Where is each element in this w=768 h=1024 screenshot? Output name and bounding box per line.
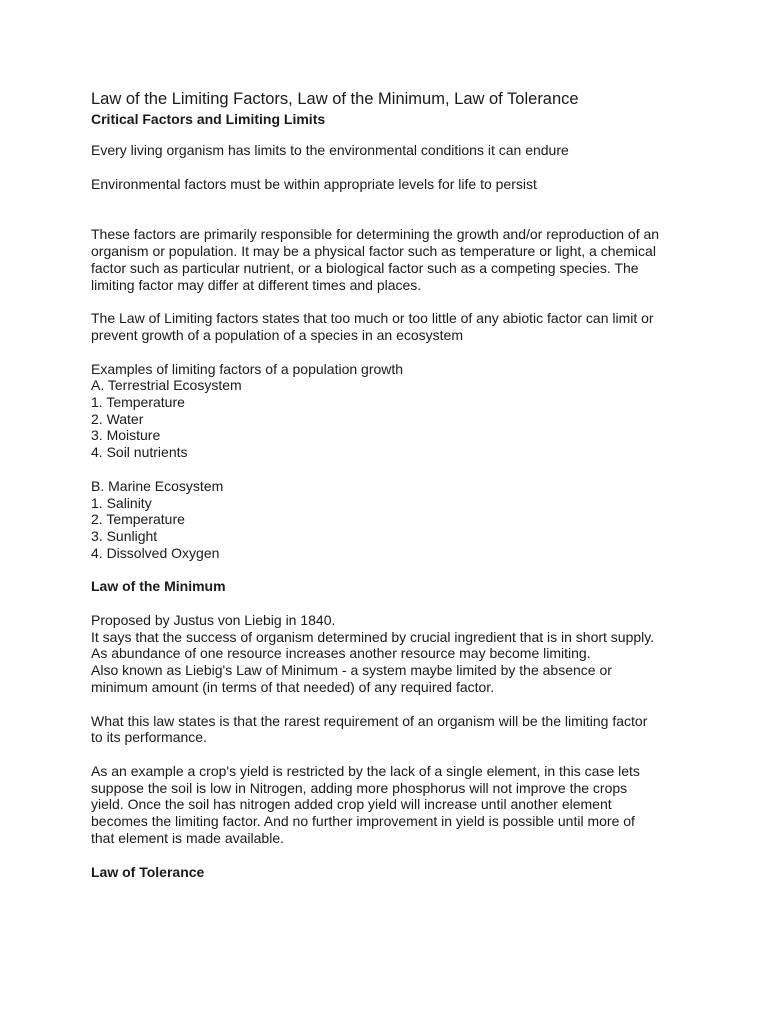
text-line: What this law states is that the rarest requirement of an organism will be the limiting factor <box>91 712 648 729</box>
text-line: As abundance of one resource increases another resource may become limiting. <box>91 645 591 662</box>
tolerance-heading: Law of Tolerance <box>91 863 205 880</box>
list-item: 2. Temperature <box>91 511 185 528</box>
examples-heading: Examples of limiting factors of a population growth <box>91 360 404 377</box>
intro-limits: Every living organism has limits to the environmental conditions it can endure <box>91 142 569 158</box>
page-title: Law of the Limiting Factors, Law of the Minimum, Law of Tolerance <box>91 90 579 108</box>
text-line: Proposed by Justus von Liebig in 1840. <box>91 612 336 629</box>
list-item: 1. Temperature <box>91 394 185 411</box>
text-line: to its performance. <box>91 729 207 746</box>
marine-list <box>91 478 691 562</box>
minimum-heading: Law of the Minimum <box>91 578 226 595</box>
list-item: 4. Dissolved Oxygen <box>91 544 220 561</box>
list-item: 1. Salinity <box>91 494 152 511</box>
text-line: organism or population. It may be a physical factor such as temperature or light, a chemical <box>91 243 656 260</box>
text-line: factor such as particular nutrient, or a biological factor such as a competing species. The <box>91 259 639 276</box>
text-line: limiting factor may differ at different times and places. <box>91 276 422 293</box>
list-item: 2. Water <box>91 410 144 427</box>
text-line: becomes the limiting factor. And no further improvement in yield is possible until more of <box>91 813 635 830</box>
document-page <box>91 88 691 880</box>
intro-factors: Environmental factors must be within appropriate levels for life to persist <box>91 175 537 192</box>
terrestrial-label: A. Terrestrial Ecosystem <box>91 377 242 394</box>
text-line: It says that the success of organism determined by crucial ingredient that is in short supply. <box>91 628 655 645</box>
paragraph-law-limiting <box>91 310 691 343</box>
text-line: The Law of Limiting factors states that too much or too little of any abiotic factor can limit or <box>91 310 654 327</box>
minimum-example <box>91 763 691 847</box>
text-line: As an example a crop's yield is restricted by the lack of a single element, in this case lets <box>91 762 640 779</box>
list-item: 4. Soil nutrients <box>91 444 188 461</box>
text-line: Also known as Liebig's Law of Minimum - a system maybe limited by the absence or <box>91 662 612 679</box>
text-line: These factors are primarily responsible for determining the growth and/or reproduction of an <box>91 226 660 243</box>
marine-label: B. Marine Ecosystem <box>91 477 224 494</box>
text-line: prevent growth of a population of a species in an ecosystem <box>91 326 463 343</box>
text-line: yield. Once the soil has nitrogen added crop yield will increase until another element <box>91 796 612 813</box>
text-line: minimum amount (in terms of that needed) of any required factor. <box>91 678 495 695</box>
text-line: that element is made available. <box>91 829 284 846</box>
minimum-rarest <box>91 713 691 746</box>
minimum-description <box>91 612 691 696</box>
list-item: 3. Moisture <box>91 427 161 444</box>
paragraph-factors <box>91 226 691 293</box>
examples-list <box>91 361 691 461</box>
text-line: suppose the soil is low in Nitrogen, adding more phosphorus will not improve the crops <box>91 779 628 796</box>
list-item: 3. Sunlight <box>91 527 158 544</box>
page-subtitle: Critical Factors and Limiting Limits <box>91 111 326 127</box>
